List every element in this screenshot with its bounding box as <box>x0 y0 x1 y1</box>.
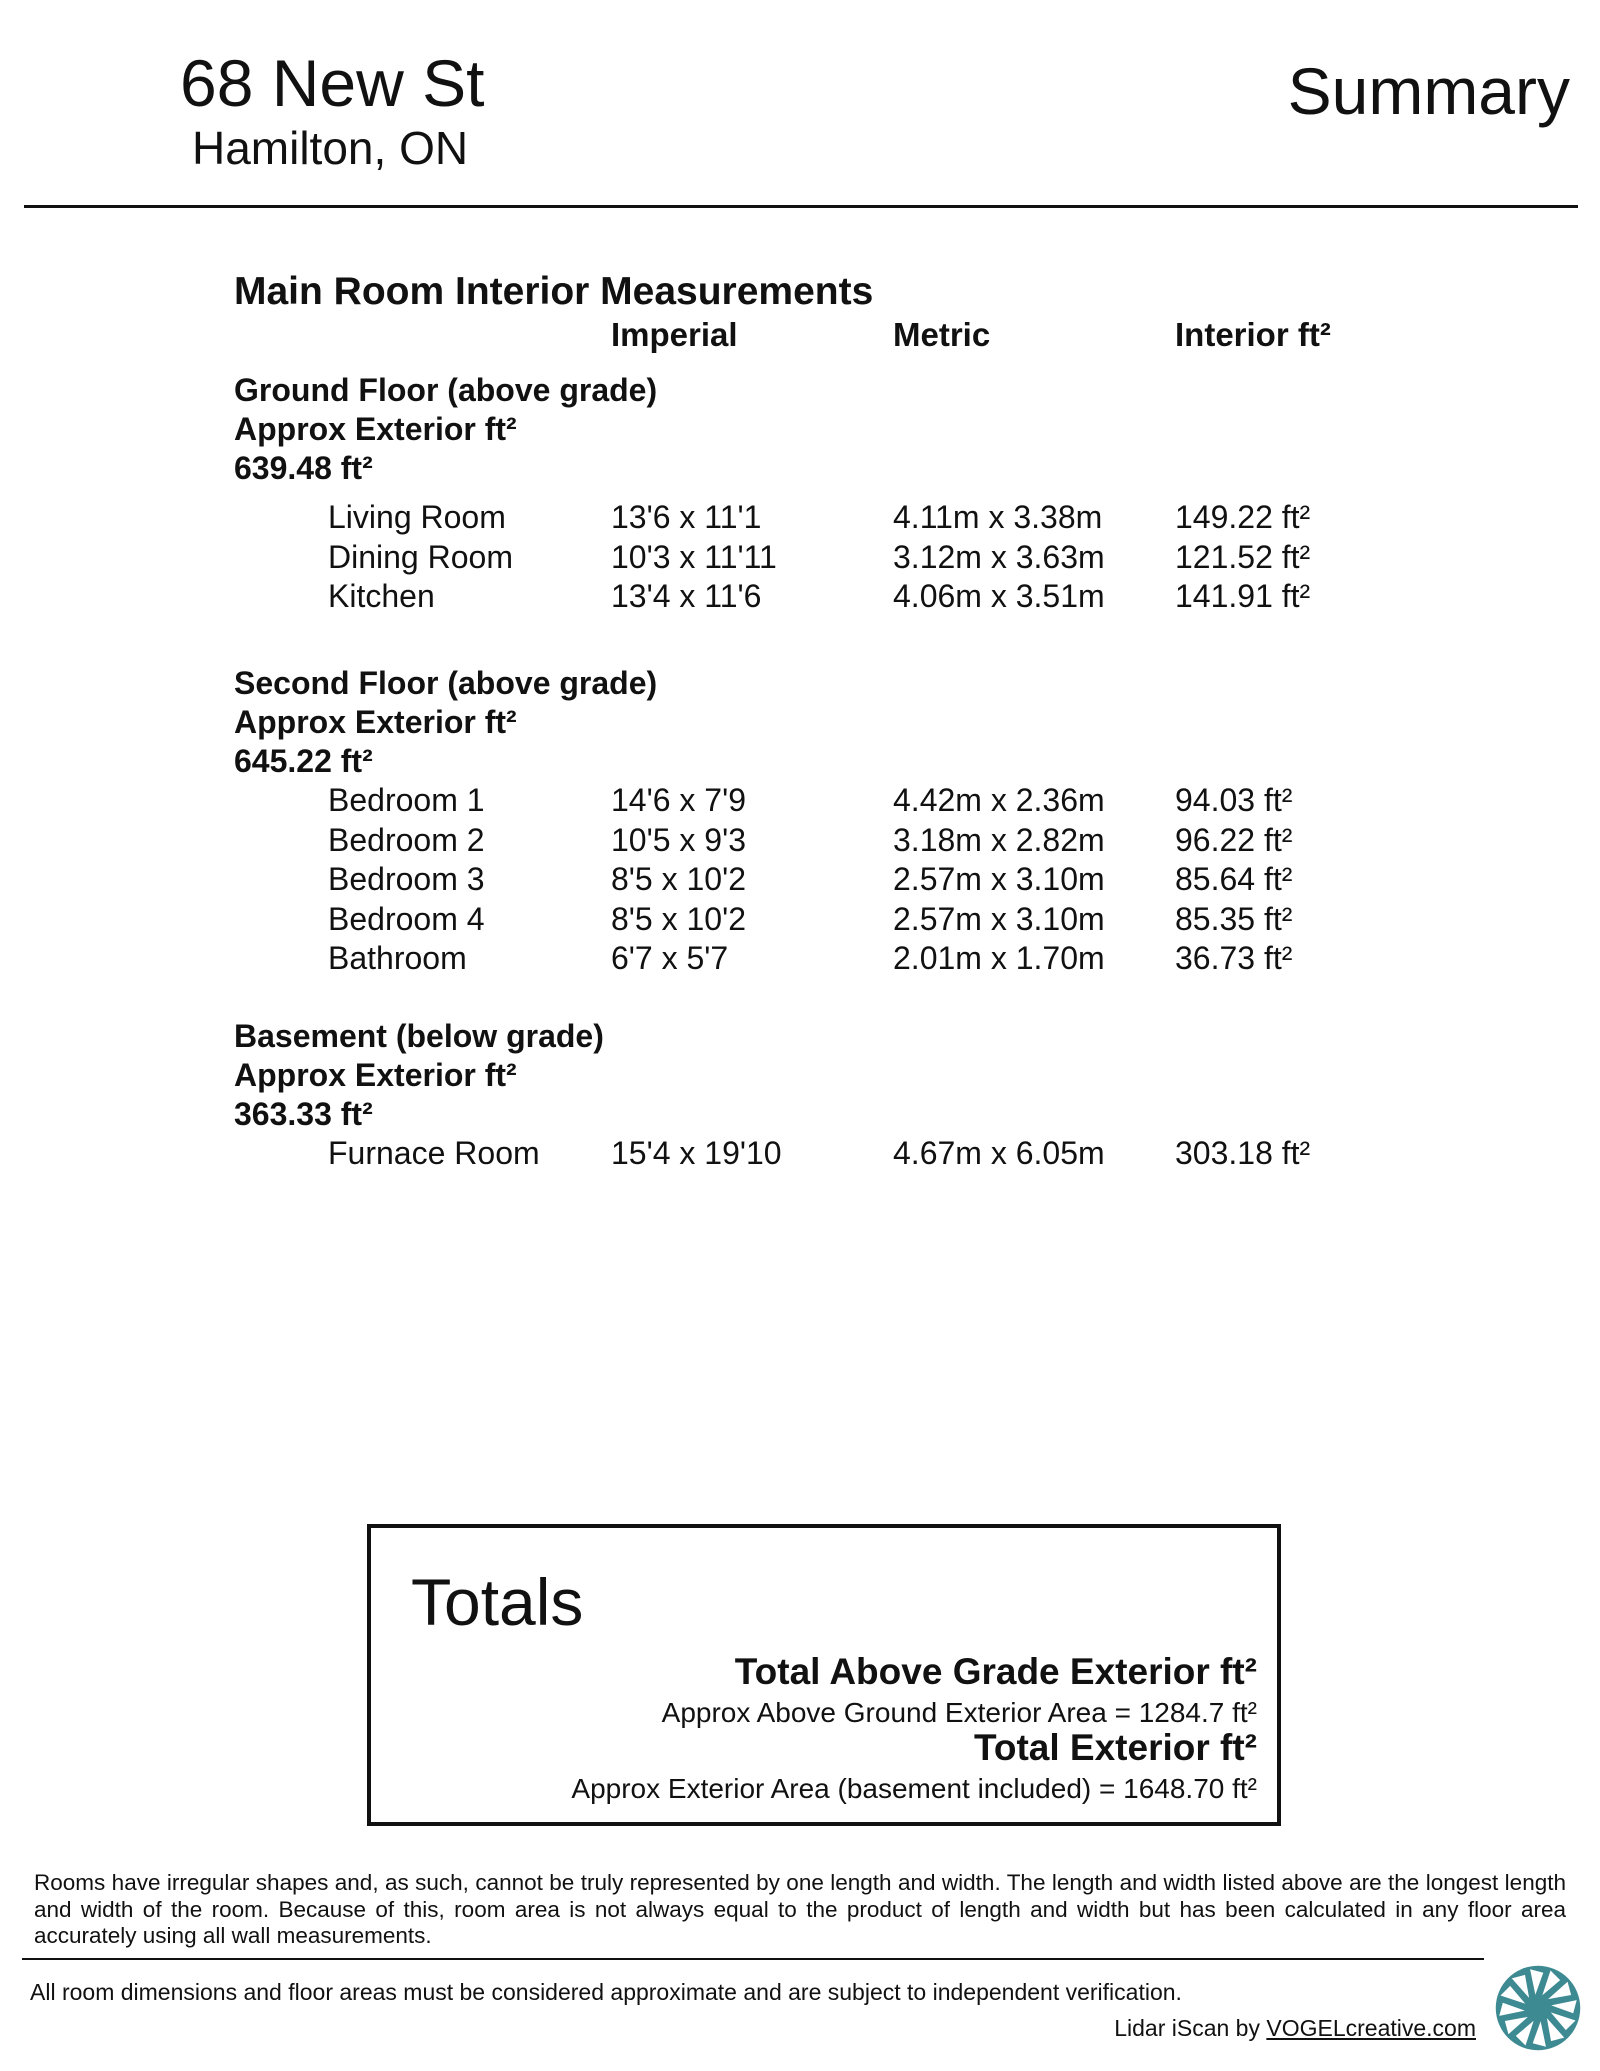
room-list <box>234 1134 1434 1174</box>
room-metric: 3.18m x 2.82m <box>893 821 1105 858</box>
room-imperial: 14'6 x 7'9 <box>611 782 746 818</box>
room-row <box>234 860 1434 900</box>
room-row <box>234 538 1434 578</box>
room-list <box>234 498 1434 617</box>
floor-name: Basement (below grade) <box>234 1018 604 1054</box>
room-name: Bedroom 1 <box>328 782 485 818</box>
room-name: Bedroom 3 <box>328 861 485 897</box>
credit-prefix: Lidar iScan by <box>1114 2015 1267 2041</box>
floor-exterior-value: 639.48 ft² <box>234 450 373 486</box>
total-exterior-heading: Total Exterior ft² <box>974 1727 1257 1768</box>
floor-exterior-value: 363.33 ft² <box>234 1096 373 1132</box>
floor-exterior-label: Approx Exterior ft² <box>234 411 517 447</box>
room-row <box>234 821 1434 861</box>
disclaimer-text: Rooms have irregular shapes and, as such, cannot be truly represented by one length and width. The length and width listed above are the longest length and width of the room. Because of this, room area is not always equal to the product of length and width but has been calculated in any floor area accurately using all wall measurements. <box>34 1870 1566 1948</box>
floor-basement <box>234 1017 1434 1174</box>
address-street: 68 New St <box>180 46 485 120</box>
room-name: Dining Room <box>328 538 513 575</box>
room-row <box>234 498 1434 538</box>
room-interior-area: 96.22 ft² <box>1175 821 1293 858</box>
room-interior-area: 85.64 ft² <box>1175 861 1293 897</box>
room-name: Bathroom <box>328 940 467 976</box>
room-imperial: 10'3 x 11'11 <box>611 538 777 575</box>
room-metric: 4.42m x 2.36m <box>893 782 1105 818</box>
section-title: Main Room Interior Measurements <box>234 270 874 313</box>
room-name: Furnace Room <box>328 1135 540 1171</box>
floor-exterior-label: Approx Exterior ft² <box>234 704 517 740</box>
floor-name: Second Floor (above grade) <box>234 665 658 701</box>
room-imperial: 15'4 x 19'10 <box>611 1135 782 1171</box>
room-name: Living Room <box>328 499 506 535</box>
room-interior-area: 121.52 ft² <box>1175 538 1311 575</box>
room-row <box>234 781 1434 821</box>
logo-center <box>1527 1997 1550 2020</box>
room-interior-area: 303.18 ft² <box>1175 1135 1311 1171</box>
room-interior-area: 36.73 ft² <box>1175 940 1293 976</box>
room-imperial: 6'7 x 5'7 <box>611 940 729 976</box>
header-divider <box>24 205 1578 208</box>
address-city: Hamilton, ON <box>192 122 469 174</box>
floor-second <box>234 664 1434 979</box>
room-row <box>234 1134 1434 1174</box>
totals-title: Totals <box>411 1565 584 1639</box>
room-imperial: 8'5 x 10'2 <box>611 861 746 897</box>
vogelcreative-link[interactable]: VOGELcreative.com <box>1266 2015 1476 2041</box>
totals-box <box>367 1524 1281 1826</box>
total-above-grade-heading: Total Above Grade Exterior ft² <box>734 1651 1257 1692</box>
room-metric: 2.01m x 1.70m <box>893 940 1105 976</box>
room-interior-area: 141.91 ft² <box>1175 578 1311 614</box>
column-header-metric: Metric <box>893 316 991 353</box>
approximation-note: All room dimensions and floor areas must be considered approximate and are subject to independent verification. <box>30 1979 1182 2005</box>
page-title: Summary <box>1287 54 1570 128</box>
room-imperial: 13'6 x 11'1 <box>611 499 762 535</box>
room-imperial: 13'4 x 11'6 <box>611 578 762 614</box>
room-row <box>234 577 1434 617</box>
room-metric: 4.06m x 3.51m <box>893 578 1105 614</box>
room-metric: 3.12m x 3.63m <box>893 538 1105 575</box>
aperture-logo-icon <box>1494 1964 1582 2052</box>
room-imperial: 10'5 x 9'3 <box>611 821 746 858</box>
room-interior-area: 85.35 ft² <box>1175 900 1293 937</box>
credit-line <box>1114 2013 1476 2043</box>
column-header-imperial: Imperial <box>611 316 738 353</box>
room-metric: 4.11m x 3.38m <box>893 499 1103 535</box>
total-exterior-line: Approx Exterior Area (basement included) = 1648.70 ft² <box>571 1773 1257 1804</box>
room-interior-area: 94.03 ft² <box>1175 782 1293 818</box>
room-metric: 2.57m x 3.10m <box>893 900 1105 937</box>
footer-divider <box>22 1958 1484 1960</box>
room-row <box>234 939 1434 979</box>
floor-exterior-label: Approx Exterior ft² <box>234 1057 517 1093</box>
room-metric: 4.67m x 6.05m <box>893 1135 1105 1171</box>
room-list <box>234 781 1434 979</box>
room-imperial: 8'5 x 10'2 <box>611 900 746 937</box>
total-above-grade-line: Approx Above Ground Exterior Area = 1284.7 ft² <box>661 1697 1257 1728</box>
room-name: Bedroom 2 <box>328 821 485 858</box>
room-name: Bedroom 4 <box>328 900 485 937</box>
room-metric: 2.57m x 3.10m <box>893 861 1105 897</box>
room-interior-area: 149.22 ft² <box>1175 499 1311 535</box>
floor-name: Ground Floor (above grade) <box>234 372 658 408</box>
floor-ground <box>234 371 1434 617</box>
room-row <box>234 900 1434 940</box>
floor-exterior-value: 645.22 ft² <box>234 743 373 779</box>
room-name: Kitchen <box>328 578 435 614</box>
column-header-interior: Interior ft² <box>1175 316 1331 353</box>
